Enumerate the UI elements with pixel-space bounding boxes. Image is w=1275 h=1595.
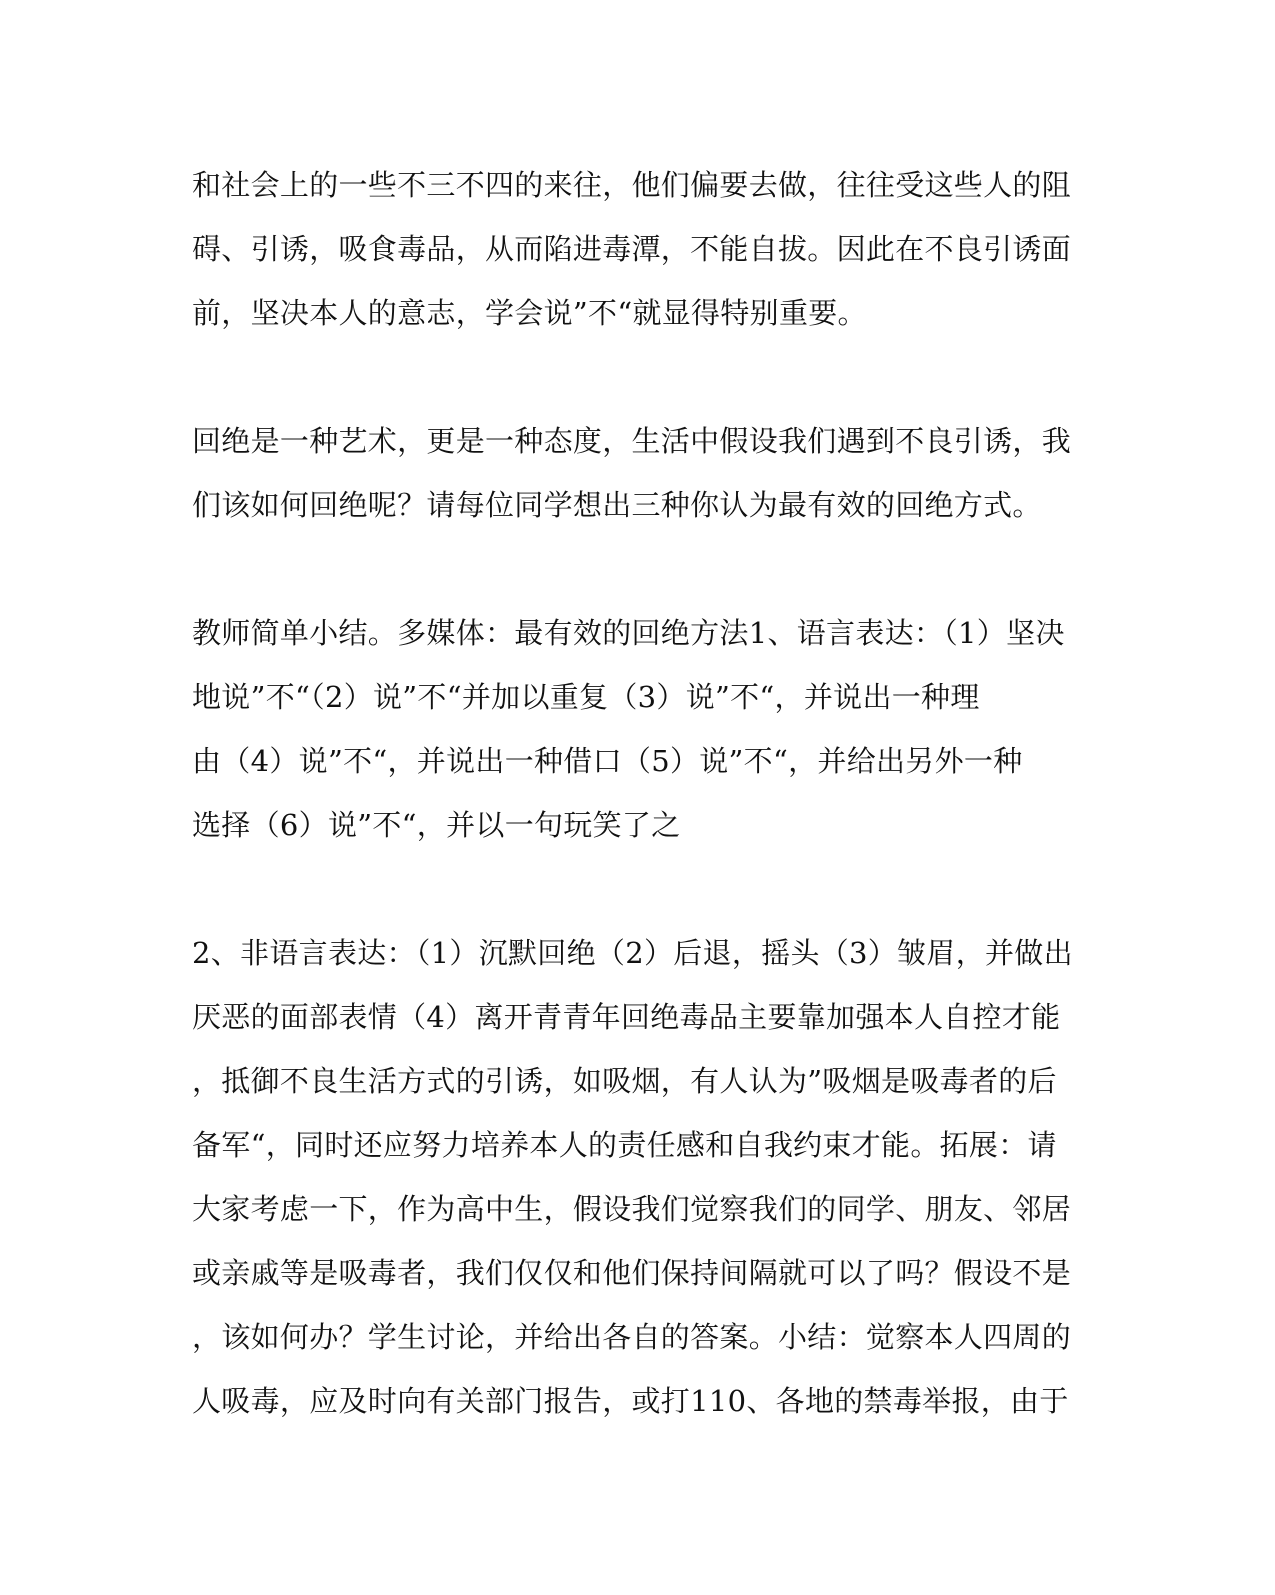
text-line: 和社会上的一些不三不四的来往，他们偏要去做，往往受这些人的阻 (192, 168, 1072, 202)
text-line: ，该如何办？学生讨论，并给出各自的答案。小结：觉察本人四周的 (192, 1320, 1072, 1354)
text-line: 2、非语言表达：（1）沉默回绝（2）后退，摇头（3）皱眉，并做出 (192, 936, 1073, 970)
text-line: 碍、引诱，吸食毒品，从而陷进毒潭，不能自拔。因此在不良引诱面 (192, 232, 1072, 266)
text-line: 大家考虑一下，作为高中生，假设我们觉察我们的同学、朋友、邻居 (192, 1192, 1072, 1226)
text-line: 厌恶的面部表情（4）离开青青年回绝毒品主要靠加强本人自控才能 (192, 1000, 1061, 1034)
paragraph-spacer (192, 345, 1052, 409)
text-line: 人吸毒，应及时向有关部门报告，或打110、各地的禁毒举报，由于 (192, 1384, 1069, 1418)
text-line: 备军“，同时还应努力培养本人的责任感和自我约束才能。拓展：请 (192, 1128, 1057, 1162)
text-line: ，抵御不良生活方式的引诱，如吸烟，有人认为”吸烟是吸毒者的后 (192, 1064, 1057, 1098)
text-line: 或亲戚等是吸毒者，我们仅仅和他们保持间隔就可以了吗？假设不是 (192, 1256, 1072, 1290)
paragraph-refusal-attitude (192, 409, 1072, 537)
text-line: 教师简单小结。多媒体：最有效的回绝方法1、语言表达：（1）坚决 (192, 616, 1065, 650)
text-line: 回绝是一种艺术，更是一种态度，生活中假设我们遇到不良引诱，我 (192, 424, 1072, 458)
text-line: 由（4）说”不“，并说出一种借口（5）说”不“，并给出另外一种 (192, 744, 1023, 778)
document-body (192, 153, 1073, 1433)
paragraph-nonverbal-methods (192, 921, 1073, 1433)
paragraph-verbal-methods (192, 601, 1065, 857)
paragraph-refusal-importance (192, 153, 1072, 345)
text-line: 选择（6）说”不“，并以一句玩笑了之 (192, 808, 681, 842)
paragraph-spacer (192, 537, 1052, 601)
text-line: 地说”不“（2）说”不“并加以重复（3）说”不“，并说出一种理 (192, 680, 980, 714)
text-line: 前，坚决本人的意志，学会说”不“就显得特别重要。 (192, 296, 867, 330)
text-line: 们该如何回绝呢？请每位同学想出三种你认为最有效的回绝方式。 (192, 488, 1042, 522)
paragraph-spacer (192, 857, 1052, 921)
